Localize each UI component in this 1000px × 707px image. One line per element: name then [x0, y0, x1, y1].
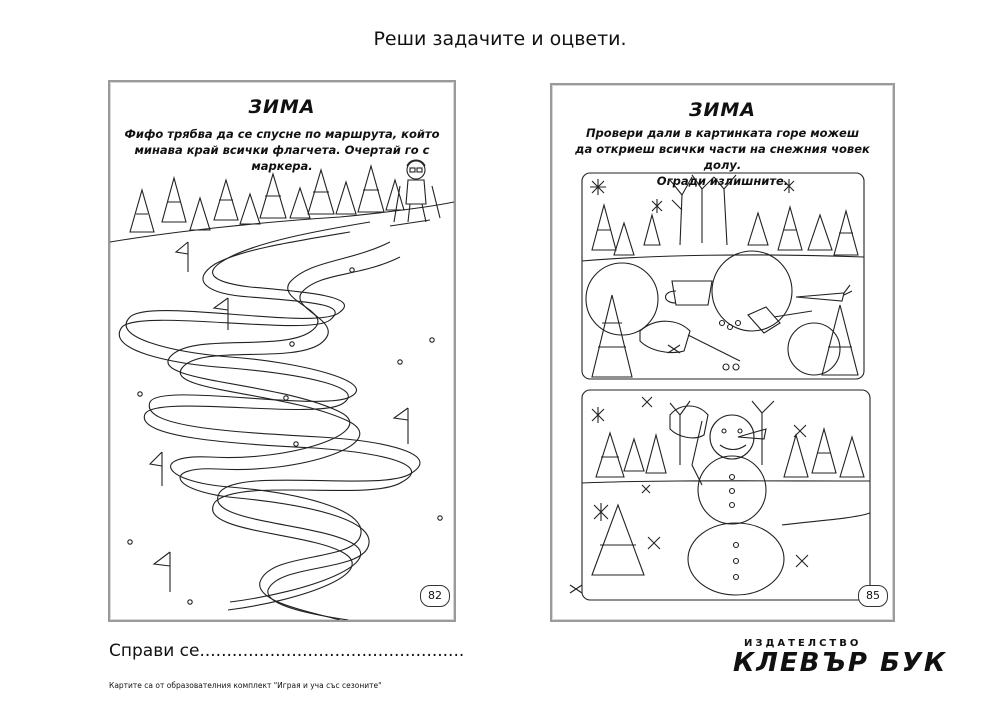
page-title: Реши задачите и оцвети. — [373, 28, 627, 50]
source-note: Картите са от образователния комплект "Играя и уча със сезоните" — [109, 681, 382, 690]
right-card-heading: ЗИМА — [688, 99, 756, 121]
right-instruction-line-1: Провери дали в картинката горе можеш — [585, 126, 860, 140]
bottom-scene-trees-icon — [592, 429, 864, 575]
left-instruction-line-2: минава край всички флагчета. Очертай го с маркера. — [134, 143, 430, 173]
done-signature-line: Справи се................................................. — [109, 641, 465, 661]
broom-icon — [640, 321, 740, 361]
left-instruction-line-1: Фифо трябва да се спусне по маршрута, който — [124, 127, 440, 141]
right-page-number: 85 — [858, 585, 888, 607]
left-page-number: 82 — [420, 585, 450, 607]
left-card-instruction — [120, 126, 444, 174]
publisher-label: ИЗДАТЕЛСТВО — [744, 638, 862, 649]
top-scene-trees-icon — [592, 205, 858, 377]
right-instruction-line-2: да откриеш всички части на снежния човек долу. — [575, 142, 870, 172]
publisher-logo: КЛЕВЪР БУК — [733, 648, 948, 678]
carrot-nose-icon — [796, 285, 852, 301]
bottom-bare-tree-icon — [670, 401, 774, 465]
right-instruction-line-3: Огради излишните. — [656, 174, 789, 188]
left-worksheet-card — [108, 80, 456, 622]
right-worksheet-card — [550, 83, 895, 622]
snowflake-icon — [590, 179, 794, 353]
right-card-instruction — [562, 125, 883, 189]
left-card-heading: ЗИМА — [248, 96, 316, 118]
bucket-hat-icon — [666, 281, 713, 305]
snowman-icon — [670, 406, 784, 595]
